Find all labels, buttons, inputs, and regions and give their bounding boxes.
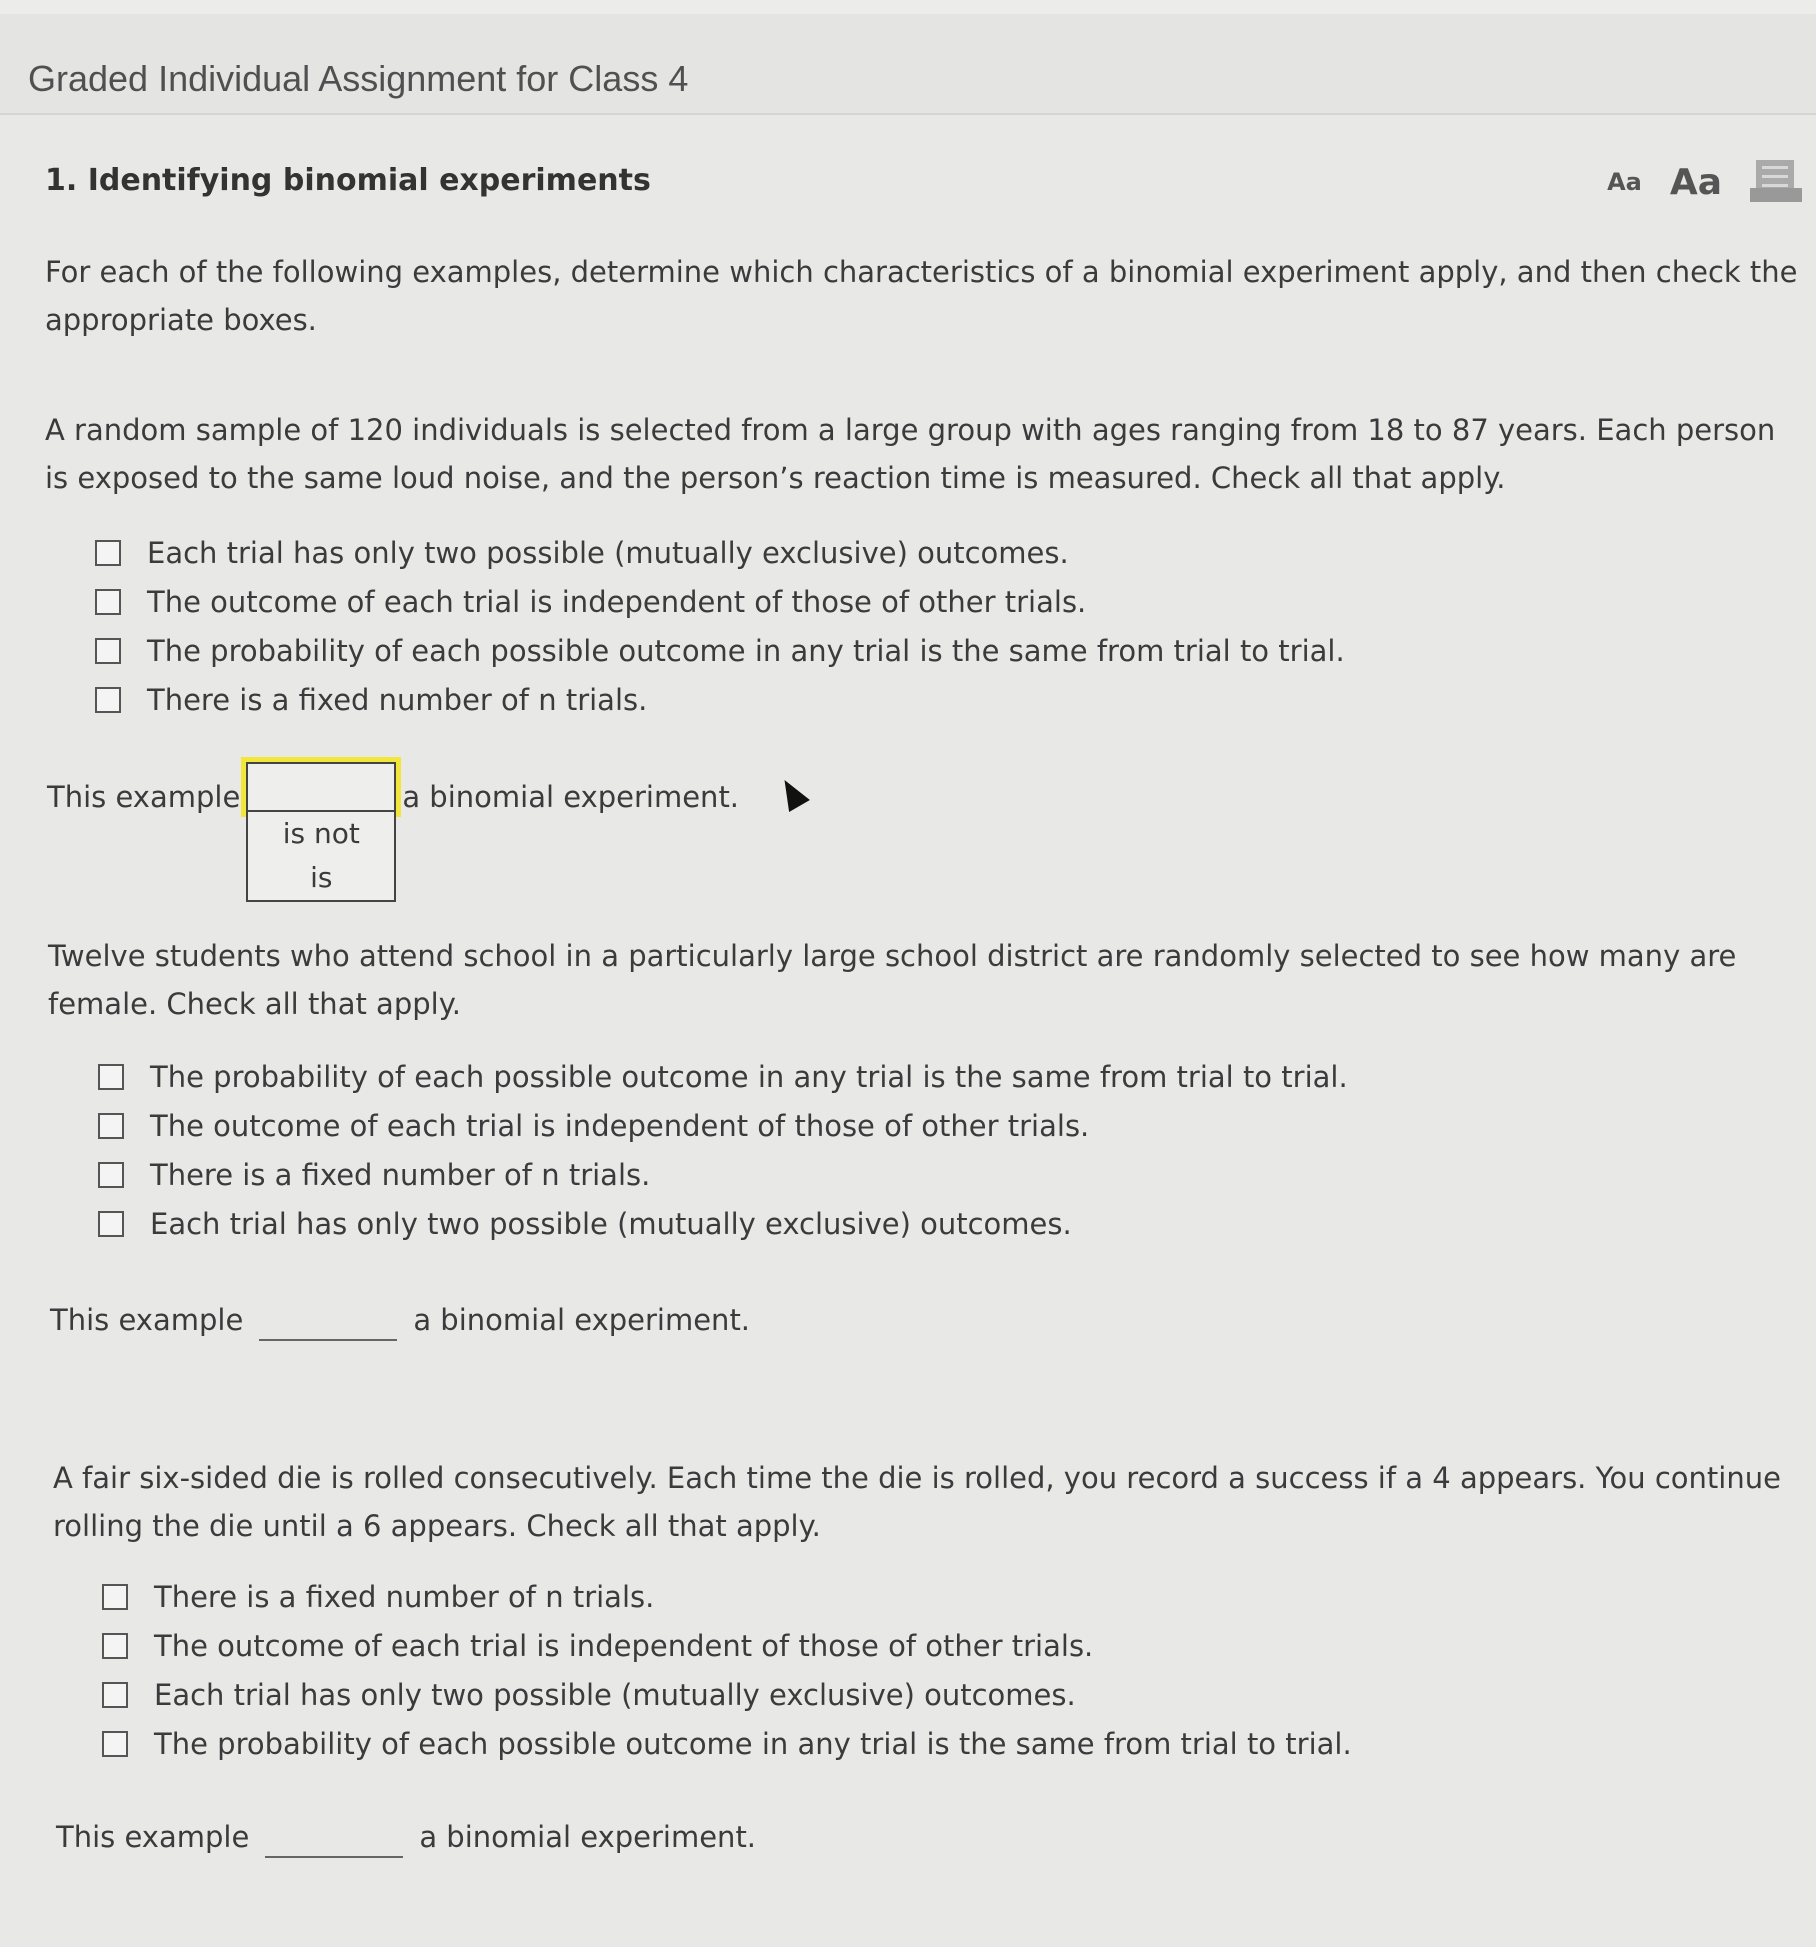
increase-font-button[interactable]: Aa bbox=[1669, 161, 1722, 203]
scenario-3-text: A fair six-sided die is rolled consecutively. Each time the die is rolled, you record a success if a 4 appears. You continue rolling the die until a 6 appears. Check all that apply. bbox=[53, 1461, 1781, 1543]
checkbox-option[interactable] bbox=[102, 1572, 1352, 1621]
sentence-suffix: a binomial experiment. bbox=[419, 1820, 757, 1854]
answer-dropdown[interactable] bbox=[259, 1303, 397, 1341]
sentence-suffix: a binomial experiment. bbox=[413, 1303, 751, 1337]
scenario-3-answer bbox=[56, 1820, 756, 1858]
print-icon[interactable] bbox=[1750, 160, 1802, 204]
dropdown-selected[interactable] bbox=[246, 762, 396, 812]
question-heading: 1. Identifying binomial experiments bbox=[45, 163, 651, 198]
mouse-cursor-icon bbox=[774, 774, 810, 812]
option-label: The probability of each possible outcome in any trial is the same from trial to trial. bbox=[154, 1726, 1352, 1761]
option-label: The probability of each possible outcome in any trial is the same from trial to trial. bbox=[150, 1059, 1348, 1094]
checkbox[interactable] bbox=[98, 1064, 124, 1090]
checkbox[interactable] bbox=[102, 1633, 128, 1659]
scenario-1-options bbox=[95, 528, 1345, 724]
checkbox[interactable] bbox=[95, 687, 121, 713]
checkbox[interactable] bbox=[95, 589, 121, 615]
option-label: Each trial has only two possible (mutually exclusive) outcomes. bbox=[154, 1677, 1076, 1712]
checkbox-option[interactable] bbox=[98, 1150, 1348, 1199]
option-label: Each trial has only two possible (mutually exclusive) outcomes. bbox=[150, 1206, 1072, 1241]
checkbox-option[interactable] bbox=[98, 1101, 1348, 1150]
answer-dropdown[interactable] bbox=[246, 780, 396, 894]
dropdown-option-is[interactable]: is bbox=[310, 861, 333, 894]
scenario-3-options bbox=[102, 1572, 1352, 1768]
scenario-2-options bbox=[98, 1052, 1348, 1248]
scenario-2-text: Twelve students who attend school in a particularly large school district are randomly selected to see how many are female. Check all that apply. bbox=[48, 939, 1737, 1021]
option-label: Each trial has only two possible (mutually exclusive) outcomes. bbox=[147, 535, 1069, 570]
sentence-prefix: This example bbox=[47, 780, 241, 814]
checkbox-option[interactable] bbox=[95, 675, 1345, 724]
dropdown-list bbox=[246, 812, 396, 902]
checkbox-option[interactable] bbox=[98, 1052, 1348, 1101]
decrease-font-button[interactable]: Aa bbox=[1607, 168, 1642, 196]
checkbox-option[interactable] bbox=[102, 1621, 1352, 1670]
option-label: The outcome of each trial is independent of those of other trials. bbox=[147, 584, 1087, 619]
title-bar bbox=[0, 0, 1816, 115]
scenario-1-text: A random sample of 120 individuals is selected from a large group with ages ranging from 18 to 87 years. Each person is exposed to the same loud noise, and the person’s reaction time is measured. Check all that apply. bbox=[45, 413, 1776, 495]
option-label: The probability of each possible outcome in any trial is the same from trial to trial. bbox=[147, 633, 1345, 668]
dropdown-option-is-not[interactable]: is not bbox=[282, 817, 360, 850]
option-label: There is a fixed number of n trials. bbox=[154, 1579, 655, 1614]
option-label: The outcome of each trial is independent of those of other trials. bbox=[150, 1108, 1090, 1143]
scenario-2-answer bbox=[50, 1303, 750, 1341]
checkbox[interactable] bbox=[98, 1113, 124, 1139]
checkbox[interactable] bbox=[98, 1162, 124, 1188]
option-label: There is a fixed number of n trials. bbox=[150, 1157, 651, 1192]
assignment-title: Graded Individual Assignment for Class 4 bbox=[28, 58, 689, 99]
sentence-suffix: a binomial experiment. bbox=[402, 780, 740, 814]
checkbox[interactable] bbox=[95, 638, 121, 664]
checkbox[interactable] bbox=[102, 1584, 128, 1610]
scenario-1-answer bbox=[47, 780, 740, 894]
toolbar bbox=[1607, 160, 1802, 204]
answer-dropdown[interactable] bbox=[265, 1820, 403, 1858]
checkbox-option[interactable] bbox=[102, 1670, 1352, 1719]
checkbox[interactable] bbox=[102, 1682, 128, 1708]
checkbox[interactable] bbox=[102, 1731, 128, 1757]
option-label: There is a fixed number of n trials. bbox=[147, 682, 648, 717]
checkbox-option[interactable] bbox=[95, 577, 1345, 626]
checkbox-option[interactable] bbox=[95, 528, 1345, 577]
checkbox[interactable] bbox=[95, 540, 121, 566]
checkbox-option[interactable] bbox=[98, 1199, 1348, 1248]
checkbox-option[interactable] bbox=[102, 1719, 1352, 1768]
sentence-prefix: This example bbox=[50, 1303, 244, 1337]
sentence-prefix: This example bbox=[56, 1820, 250, 1854]
checkbox-option[interactable] bbox=[95, 626, 1345, 675]
instructions: For each of the following examples, determine which characteristics of a binomial experiment apply, and then check the appropriate boxes. bbox=[45, 255, 1798, 337]
checkbox[interactable] bbox=[98, 1211, 124, 1237]
option-label: The outcome of each trial is independent of those of other trials. bbox=[154, 1628, 1094, 1663]
